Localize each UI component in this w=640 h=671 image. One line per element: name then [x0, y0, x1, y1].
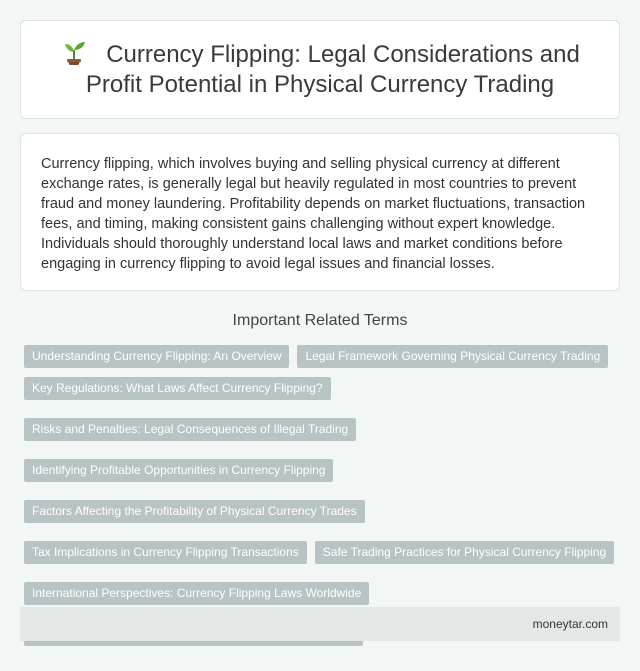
footer: [20, 607, 620, 641]
summary-card: [20, 133, 620, 291]
summary-text: Currency flipping, which involves buying and selling physical currency at different exchange rates, is generally legal but heavily regulated in most countries to prevent fraud and money laundering. Profitability depends on market fluctuations, transaction fees, and timing, making consistent gains challenging without expert knowledge. Individuals should thoroughly understand local laws and market conditions before engaging in currency flipping to avoid legal issues and financial losses.: [41, 156, 586, 272]
title-card: [20, 20, 620, 119]
related-term-tag[interactable]: Identifying Profitable Opportunities in Currency Flipping: [24, 459, 333, 482]
related-term-tag[interactable]: Risks and Penalties: Legal Consequences of Illegal Trading: [24, 418, 356, 441]
related-term-tag[interactable]: Understanding Currency Flipping: An Overview: [24, 345, 289, 368]
related-term-tag[interactable]: Key Regulations: What Laws Affect Currency Flipping?: [24, 377, 331, 400]
related-term-tag[interactable]: International Perspectives: Currency Flipping Laws Worldwide: [24, 582, 369, 605]
related-term-tag[interactable]: Tax Implications in Currency Flipping Transactions: [24, 541, 307, 564]
related-terms-heading: Important Related Terms: [232, 312, 408, 329]
sprout-icon: [60, 39, 88, 65]
related-term-tag[interactable]: Legal Framework Governing Physical Currency Trading: [297, 345, 608, 368]
page-title-text: Currency Flipping: Legal Considerations and Profit Potential in Physical Currency Trading: [85, 41, 580, 98]
related-terms-list: [24, 345, 624, 646]
related-term-tag[interactable]: Factors Affecting the Profitability of Physical Currency Trades: [24, 500, 365, 523]
related-term-tag[interactable]: Safe Trading Practices for Physical Currency Flipping: [315, 541, 614, 564]
footer-site-link[interactable]: moneytar.com: [532, 617, 608, 631]
page-title: [51, 39, 589, 100]
